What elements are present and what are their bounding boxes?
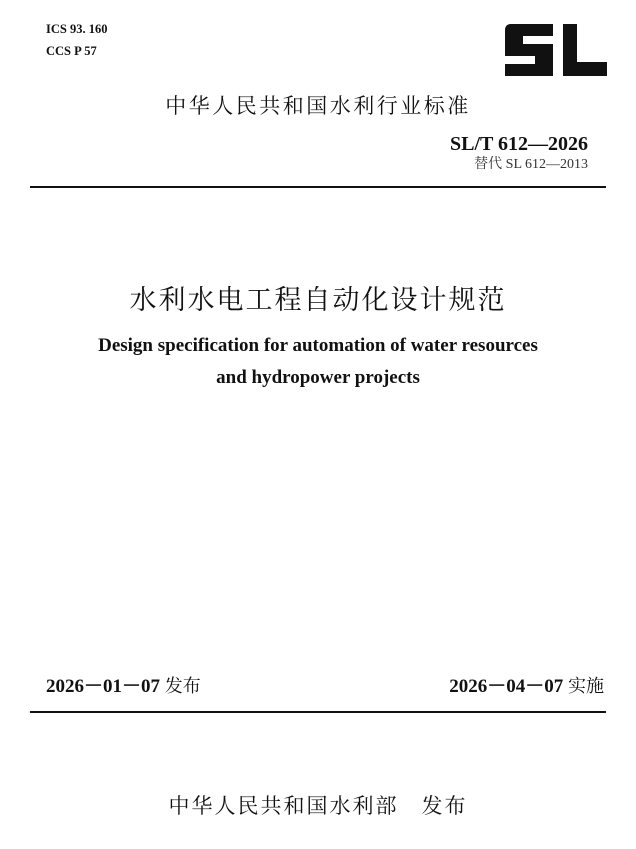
- publisher: 中华人民共和国水利部 发布: [168, 794, 468, 818]
- implement-date-block: [449, 671, 604, 698]
- english-title: [0, 330, 636, 394]
- sl-logo: [503, 24, 607, 76]
- replaces-standard: 替代 SL 612—2013: [474, 157, 588, 172]
- ccs-code: CCS P 57: [46, 44, 97, 58]
- issue-label: 发布: [164, 676, 201, 697]
- bottom-divider: [30, 711, 606, 713]
- issue-date-block: [46, 671, 201, 698]
- top-divider: [30, 186, 606, 188]
- ics-code: ICS 93. 160: [46, 22, 108, 36]
- sl-logo-l: [563, 24, 607, 76]
- classification-codes: [46, 18, 107, 62]
- implement-date: 2026－04－07: [449, 676, 564, 697]
- english-title-line-1: Design specification for automation of water resources: [98, 335, 538, 356]
- org-title: 中华人民共和国水利行业标准: [165, 94, 471, 118]
- issue-date: 2026－01－07: [46, 676, 161, 697]
- english-title-line-2: and hydropower projects: [216, 367, 420, 388]
- standard-number: SL/T 612—2026: [450, 133, 588, 155]
- chinese-title: 水利水电工程自动化设计规范: [129, 285, 507, 316]
- sl-logo-s: [505, 24, 553, 76]
- implement-label: 实施: [568, 676, 604, 697]
- standard-info: [450, 132, 588, 174]
